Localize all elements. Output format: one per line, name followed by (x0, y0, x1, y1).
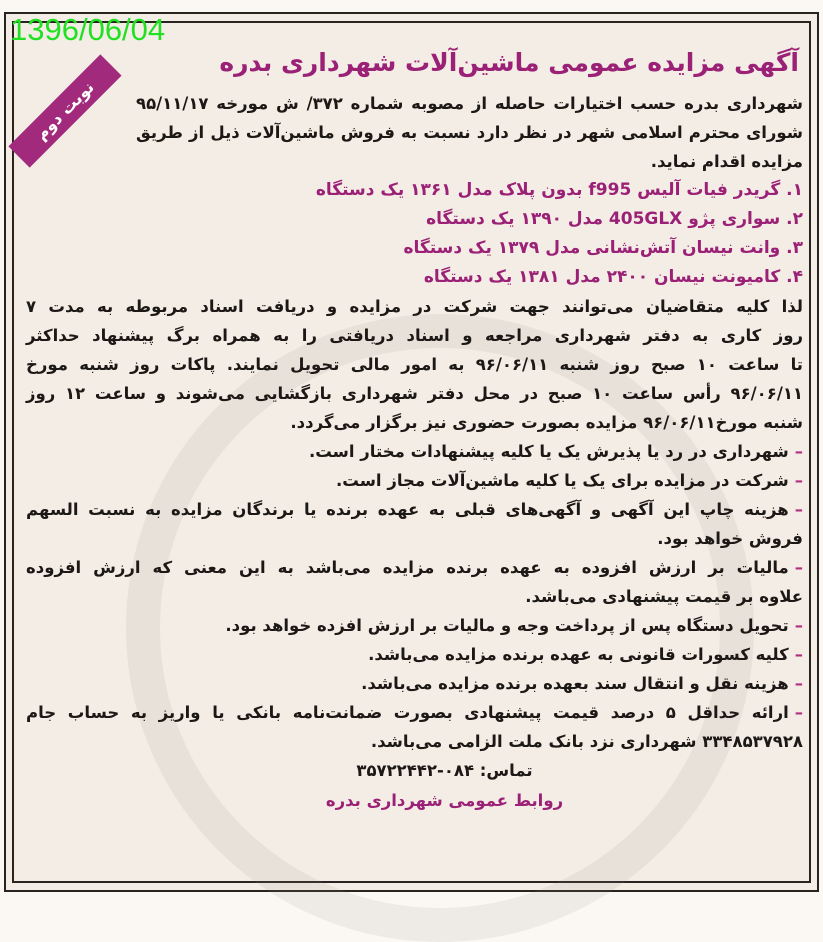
body-paragraph (26, 292, 803, 437)
intro-line: شهرداری بدره حسب اختیارات حاصله از مصوبه شماره ۳۷۲/ ش مورخه ۹۵/۱۱/۱۷ (136, 94, 803, 113)
condition-line (26, 582, 803, 611)
condition-text: فروش خواهد بود. (657, 529, 803, 548)
condition-text: ارائه حداقل ۵ درصد قیمت پیشنهادی بصورت ضمانت‌نامه بانکی یا واریز به حساب جام (26, 703, 789, 722)
contact-phone: تماس: ۰۸۴-۳۵۷۲۲۴۴۲ (356, 761, 533, 780)
body-line: شنبه مورخ۹۶/۰۶/۱۱ مزایده بصورت حضوری نیز برگزار می‌گردد. (290, 413, 803, 432)
bullet-dash-icon: – (794, 616, 803, 635)
body-line: روز کاری به دفتر شهرداری مراجعه و اسناد دریافتی را به همراه برگ پیشنهاد حداکثر (26, 326, 803, 345)
list-item: ۳. وانت نیسان آتش‌نشانی مدل ۱۳۷۹ یک دستگاه (403, 238, 803, 258)
condition-text: ۳۳۴۸۵۳۷۹۲۸ شهرداری نزد بانک ملت الزامی می‌باشد. (370, 732, 803, 751)
conditions-list (26, 437, 803, 756)
condition-line (26, 495, 803, 524)
condition-text: کلیه کسورات قانونی به عهده برنده مزایده می‌باشد. (368, 645, 789, 664)
condition-line (26, 669, 803, 698)
condition-line (26, 611, 803, 640)
body-line: ۹۶/۰۶/۱۱ رأس ساعت ۱۰ صبح در محل دفتر شهرداری بازگشایی می‌شوند و ساعت ۱۲ روز (26, 384, 803, 403)
condition-line (26, 466, 803, 495)
condition-line (26, 698, 803, 727)
bullet-dash-icon: – (794, 471, 803, 490)
condition-line (26, 727, 803, 756)
list-item: ۲. سواری پژو 405GLX مدل ۱۳۹۰ یک دستگاه (426, 209, 803, 229)
condition-line (26, 524, 803, 553)
body-line: تا ساعت ۱۰ صبح روز شنبه ۹۶/۰۶/۱۱ به امور مالی تحویل نمایند. پاکات روز شنبه مورخ (26, 355, 803, 374)
condition-text: مالیات بر ارزش افزوده به عهده برنده مزایده می‌باشد به این معنی که ارزش افزوده (26, 558, 789, 577)
bullet-dash-icon: – (794, 703, 803, 722)
bullet-dash-icon: – (794, 558, 803, 577)
condition-line (26, 640, 803, 669)
intro-line: مزایده اقدام نماید. (650, 152, 803, 171)
bullet-dash-icon: – (794, 674, 803, 693)
ribbon-second-turn: نوبت دوم (8, 54, 121, 167)
list-item: ۴. کامیونت نیسان ۲۴۰۰ مدل ۱۳۸۱ یک دستگاه (423, 267, 803, 287)
condition-line (26, 553, 803, 582)
footer-signature: روابط عمومی شهرداری بدره (325, 791, 564, 810)
condition-text: علاوه بر قیمت پیشنهادی می‌باشد. (525, 587, 803, 606)
condition-line (26, 437, 803, 466)
bullet-dash-icon: – (794, 500, 803, 519)
intro-paragraph (136, 89, 803, 176)
advertisement-frame (4, 12, 819, 892)
ad-title: آگهی مزایده عمومی ماشین‌آلات شهرداری بدره (219, 48, 799, 77)
condition-text: شرکت در مزایده برای یک یا کلیه ماشین‌آلات مجاز است. (335, 471, 789, 490)
list-item: ۱. گریدر فیات آلیس f995 بدون پلاک مدل ۱۳۶۱ یک دستگاه (315, 180, 803, 200)
condition-text: تحویل دستگاه پس از پرداخت وجه و مالیات بر ارزش افزده خواهد بود. (225, 616, 789, 635)
condition-text: هزینه چاپ این آگهی و آگهی‌های قبلی به عهده برنده یا برندگان مزایده به نسبت السهم (26, 500, 789, 519)
date-stamp: 1396/06/04 (10, 12, 166, 47)
bullet-dash-icon: – (794, 645, 803, 664)
ad-content (26, 42, 803, 816)
condition-text: هزینه نقل و انتقال سند بعهده برنده مزایده می‌باشد. (361, 674, 789, 693)
condition-text: شهرداری در رد یا پذیرش یک یا کلیه پیشنهادات مختار است. (308, 442, 789, 461)
items-list (26, 176, 803, 292)
intro-line: شورای محترم اسلامی شهر در نظر دارد نسبت به فروش ماشین‌آلات ذیل از طریق (136, 123, 803, 142)
body-line: لذا کلیه متقاضیان می‌توانند جهت شرکت در مزایده و دریافت اسناد مربوطه به مدت ۷ (26, 297, 803, 316)
bullet-dash-icon: – (794, 442, 803, 461)
